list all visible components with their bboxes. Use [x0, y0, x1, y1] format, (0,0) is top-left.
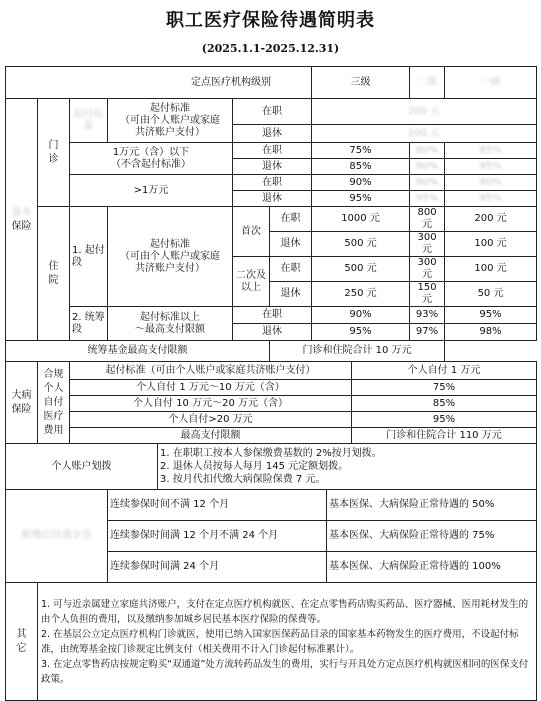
level-1-header: 一级 — [445, 67, 537, 99]
continuous-row-label: 连续参保时间不满 12 个月 — [108, 490, 327, 521]
second-retire-l3: 250 元 — [312, 282, 410, 307]
critical-row-label: 个人自付 1 万元～10 万元（含） — [70, 380, 352, 396]
critical-row-value: 门诊和住院合计 110 万元 — [352, 428, 537, 444]
level-2-header: 二级 — [410, 67, 445, 99]
tier2-retire-l1: 95% — [445, 191, 537, 207]
second-retire: 退休 — [270, 282, 312, 307]
first-retire-l3: 500 元 — [312, 232, 410, 257]
outpatient-deductible: 起付标准 （可由个人账户或家庭 共济账户支付） — [108, 99, 233, 143]
tier1-work-l2: 80% — [410, 143, 445, 159]
pool-retire: 退休 — [233, 324, 312, 341]
other-note: 3. 在定点零售药店按规定购买“双通道”处方流转药品发生的费用，实行与开具处方定点医疗机构就医相同的医保支付政策。 — [41, 658, 529, 685]
outpatient-deductible-work: 在职 — [233, 99, 312, 125]
critical-sub-label: 合规 个人 自付 医疗 费用 — [38, 362, 70, 444]
tier2-retire-l2: 95% — [410, 191, 445, 207]
continuous-row-value: 基本医保、大病保险正常待遇的 100% — [327, 552, 537, 583]
tier1-work: 在职 — [233, 143, 312, 159]
critical-row-value: 75% — [352, 380, 537, 396]
critical-row-label: 最高支付限额 — [70, 428, 352, 444]
critical-row-value: 85% — [352, 396, 537, 412]
tier1-retire: 退休 — [233, 159, 312, 175]
personal-account-item: 3. 按月代扣代缴大病保险保费 7 元。 — [160, 474, 326, 485]
continuous-row-label: 连续参保时间满 12 个月不满 24 个月 — [108, 521, 327, 552]
tier1-retire-l1: 95% — [445, 159, 537, 175]
critical-row-value: 95% — [352, 412, 537, 428]
pooling-desc: 起付标准以上 ～最高支付限额 — [108, 307, 233, 341]
other-notes — [38, 583, 537, 701]
max-limit-label: 统筹基金最高支付限额 — [6, 341, 270, 362]
critical-insurance-label: 大病 保险 — [6, 362, 38, 444]
tier2-work-l1: 90% — [445, 175, 537, 191]
second-work-l2: 300 元 — [410, 257, 445, 282]
pool-retire-l1: 98% — [445, 324, 537, 341]
personal-account-label: 个人账户划拨 — [6, 444, 158, 490]
tier1-work-rate: 75% — [312, 143, 410, 159]
first-work-l2: 800 元 — [410, 207, 445, 232]
outpatient-deductible-retire-value: 100 元 — [312, 125, 537, 143]
first-time-label: 首次 — [233, 207, 270, 257]
first-retire-l1: 100 元 — [445, 232, 537, 257]
continuous-row-label: 连续参保时间满 24 个月 — [108, 552, 327, 583]
level-3-header: 三级 — [312, 67, 410, 99]
second-work: 在职 — [270, 257, 312, 282]
first-retire-l2: 300 元 — [410, 232, 445, 257]
other-label: 其 它 — [6, 583, 38, 701]
page-title: 职工医疗保险待遇简明表 — [166, 10, 375, 31]
outpatient-label: 门 诊 — [38, 99, 70, 207]
other-note: 2. 在基层公立定点医疗机构门诊就医，使用已纳入国家医保药品目录的国家基本药物发生的医疗费用，不设起付标准，由统筹基金按门诊规定比例支付（相关费用不计入门诊起付标准累计）。 — [41, 628, 519, 655]
critical-row-label: 个人自付>20 万元 — [70, 412, 352, 428]
tier2-work-rate: 90% — [312, 175, 410, 191]
critical-row-value: 个人自付 1 万元 — [352, 362, 537, 380]
first-retire: 退休 — [270, 232, 312, 257]
outpatient-deductible-retire: 退休 — [233, 125, 312, 143]
continuous-row-value: 基本医保、大病保险正常待遇的 50% — [327, 490, 537, 521]
pooling-label: 2. 统筹段 — [70, 307, 108, 341]
page-subtitle: (2025.1.1-2025.12.31) — [201, 42, 340, 55]
pool-retire-l3: 95% — [312, 324, 410, 341]
second-time-label: 二次及 以上 — [233, 257, 270, 307]
pool-work-l1: 95% — [445, 307, 537, 324]
pool-work-l3: 90% — [312, 307, 410, 324]
continuous-row-value: 基本医保、大病保险正常待遇的 75% — [327, 521, 537, 552]
first-work-l3: 1000 元 — [312, 207, 410, 232]
tier1-work-l1: 85% — [445, 143, 537, 159]
inpatient-deductible-label: 1. 起付段 — [70, 207, 108, 307]
tier1-retire-rate: 85% — [312, 159, 410, 175]
basic-insurance-label: 基本 保险 — [6, 99, 38, 341]
personal-account-items — [158, 444, 537, 490]
first-work: 在职 — [270, 207, 312, 232]
pool-retire-l2: 97% — [410, 324, 445, 341]
tier2-retire: 退休 — [233, 191, 312, 207]
second-work-l1: 100 元 — [445, 257, 537, 282]
tier2-retire-rate: 95% — [312, 191, 410, 207]
pool-work-l2: 93% — [410, 307, 445, 324]
institution-level-label: 定点医疗机构级别 — [6, 67, 312, 99]
outpatient-deductible-work-value: 200 元 — [312, 99, 537, 125]
benefits-table — [5, 66, 537, 701]
personal-account-item: 2. 退休人员按每人每月 145 元定额划拨。 — [160, 461, 349, 472]
second-retire-l1: 50 元 — [445, 282, 537, 307]
critical-row-label: 个人自付 10 万元～20 万元（含） — [70, 396, 352, 412]
max-limit-value: 门诊和住院合计 10 万元 — [270, 341, 445, 362]
tier1-retire-l2: 90% — [410, 159, 445, 175]
second-work-l3: 500 元 — [312, 257, 410, 282]
first-work-l1: 200 元 — [445, 207, 537, 232]
continuous-label: 断缴后待遇享受 — [6, 490, 108, 583]
personal-account-item: 1. 在职职工按本人参保缴费基数的 2%按月划拨。 — [160, 448, 382, 459]
outpatient-deductible-blur: 起付标准 — [70, 99, 108, 143]
pool-work: 在职 — [233, 307, 312, 324]
critical-row-label: 起付标准（可由个人账户或家庭共济账户支付） — [70, 362, 352, 380]
inpatient-deductible-desc: 起付标准 （可由个人账户或家庭 共济账户支付） — [108, 207, 233, 307]
outpatient-tier1: 1万元（含）以下 （不含起付标准） — [70, 143, 233, 175]
tier2-work: 在职 — [233, 175, 312, 191]
inpatient-label: 住 院 — [38, 207, 70, 341]
second-retire-l2: 150 元 — [410, 282, 445, 307]
outpatient-tier2: >1万元 — [70, 175, 233, 207]
tier2-work-l2: 90% — [410, 175, 445, 191]
other-note: 1. 可与近亲属建立家庭共济账户，支付在定点医疗机构就医、在定点零售药店购买药品、医疗器械、医用耗材发生的由个人负担的费用，以及缴纳参加城乡居民基本医疗保险的保费等。 — [41, 598, 529, 625]
